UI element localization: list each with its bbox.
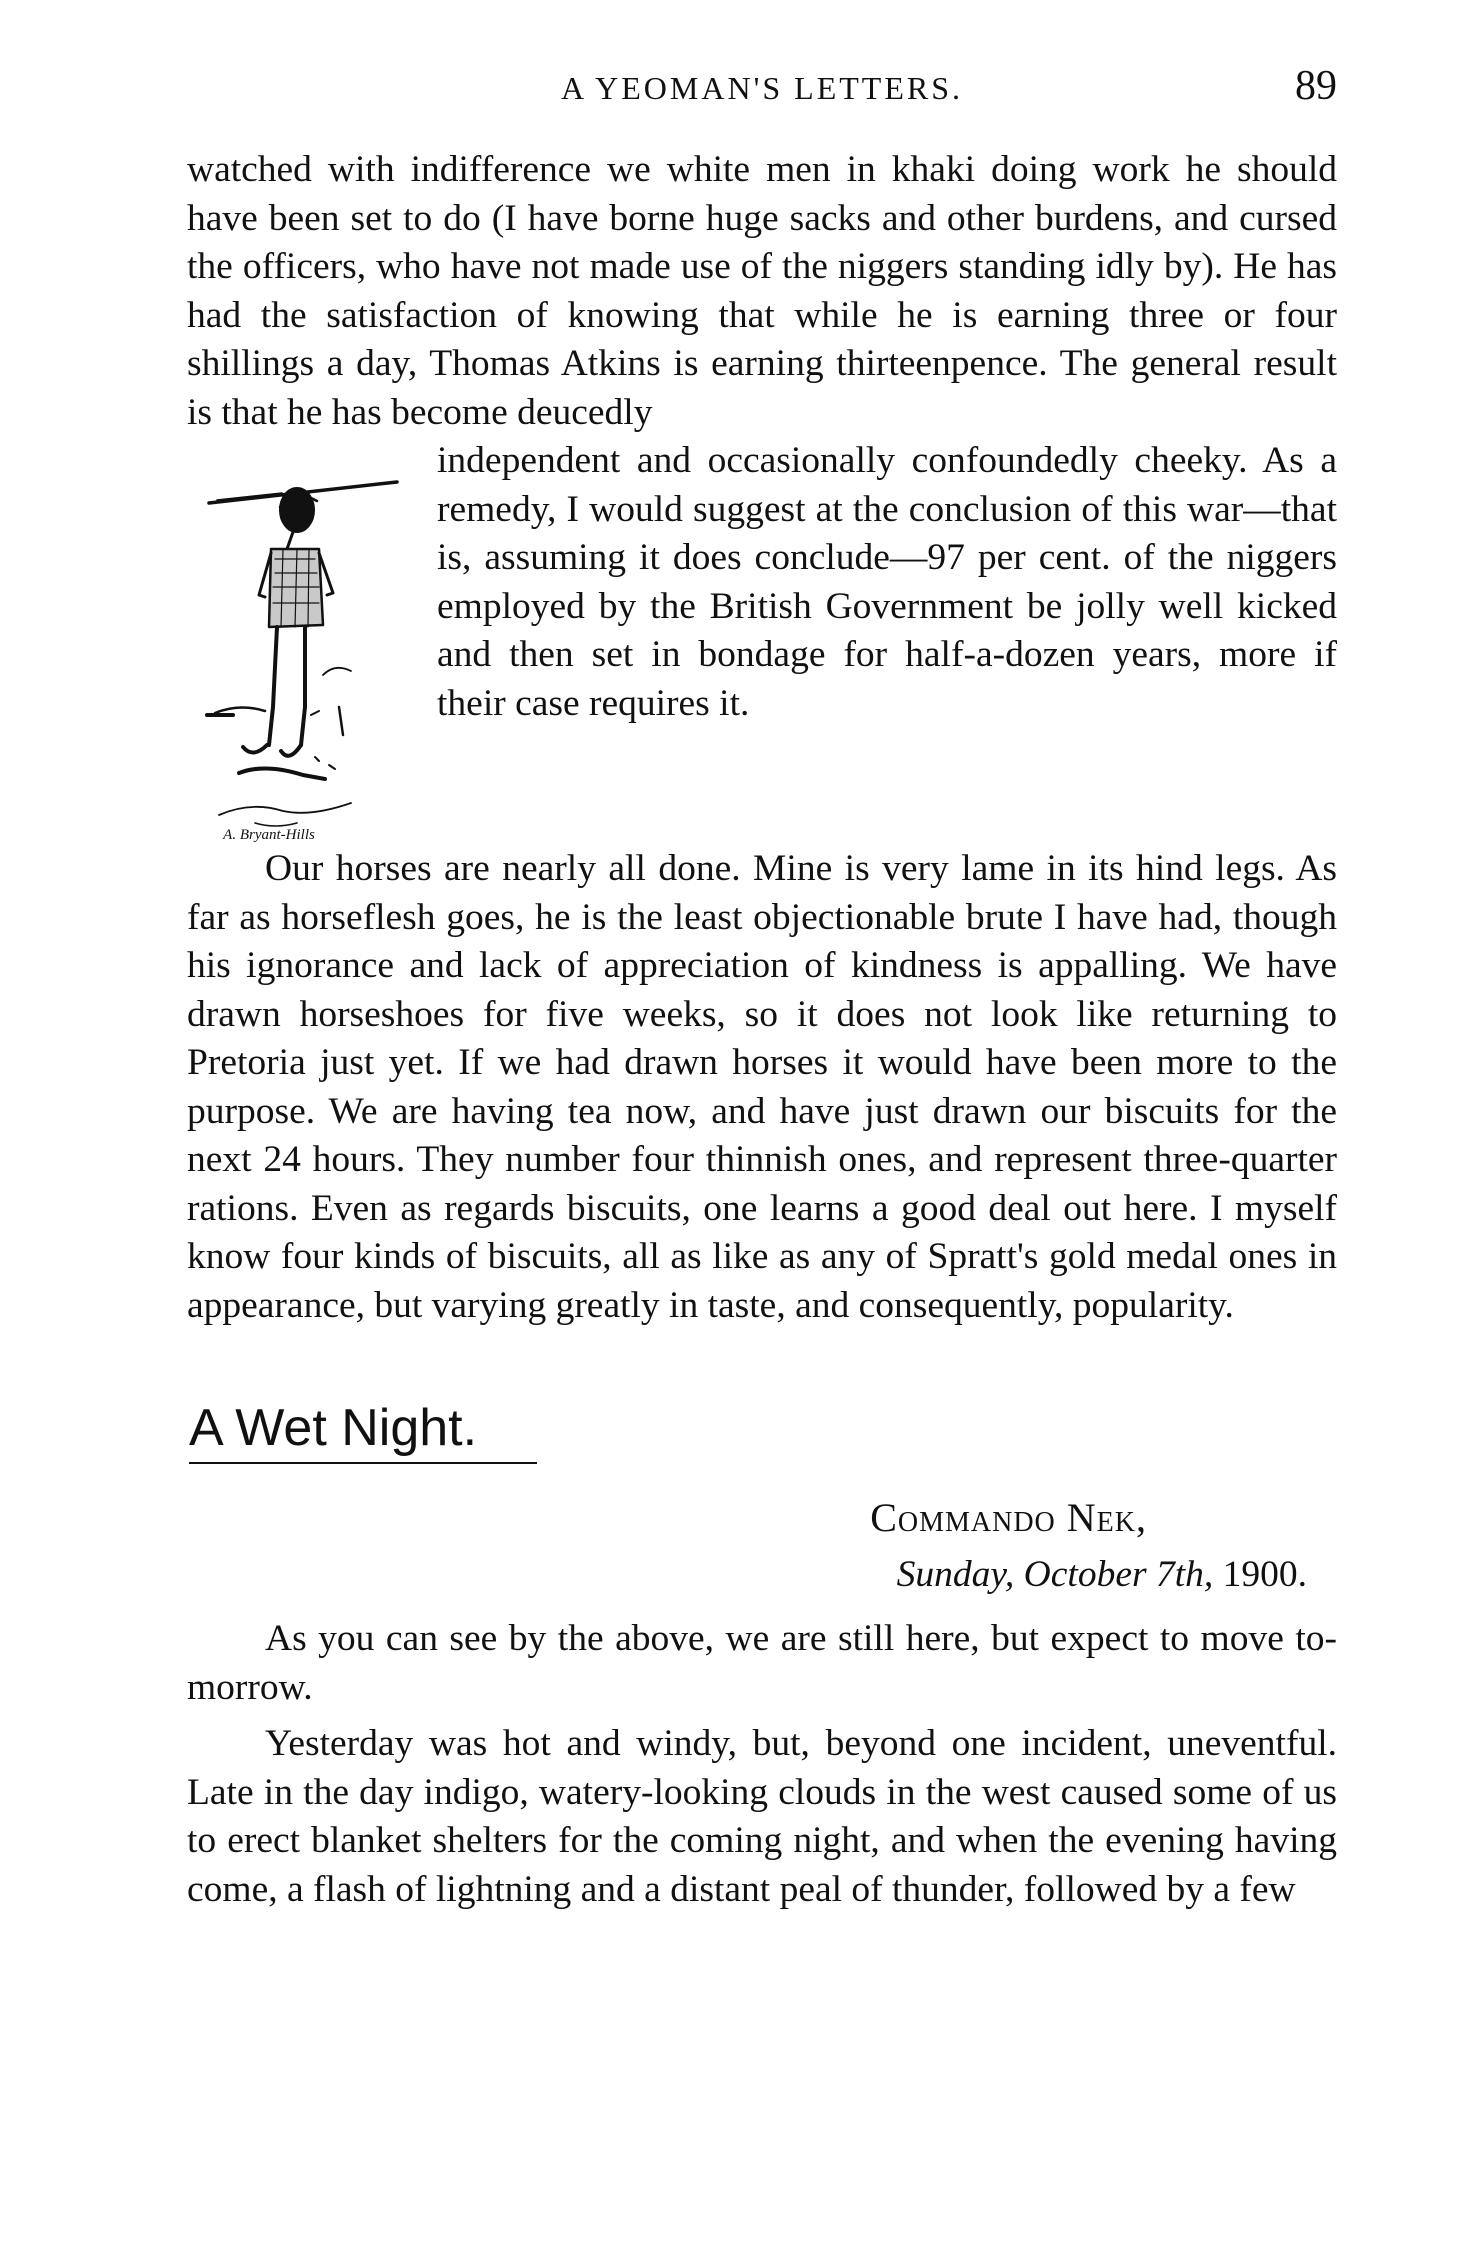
letter-date-year: 1900. [1222,1553,1307,1595]
letter-date [187,1551,1337,1600]
letter-place: Commando Nek, [870,1495,1147,1540]
letter-date-text: Sunday, October 7th, [896,1553,1214,1595]
section-title: A Wet Night. [189,1396,537,1464]
paragraph-beside-figure: independent and occasionally confoundedly cheeky. As a remedy, I would suggest at the conclusion of this war—that is, assuming it does conclude—97 per cent. of the niggers employed by the British Government be jolly well kicked and then set in bondage for half-a-dozen years, more if their case requires it. [437,440,1337,724]
running-head [187,62,1337,122]
page-number: 89 [1295,63,1337,109]
letter-second-paragraph: Yesterday was hot and windy, but, beyond one incident, uneventful. Late in the day indigo, watery-looking clouds in the west caused some of us to erect blanket shelters for the coming night, and when the evening having come, a flash of lightning and a distant peal of thunder, followed by a few [187,1723,1337,1910]
letter-opening-paragraph: As you can see by the above, we are still here, but expect to move to-morrow. [187,1618,1337,1708]
caricature-drawing [187,445,419,845]
continued-paragraph-top: watched with indifference we white men in khaki doing work he should have been set to do (I have borne huge sacks and other burdens, and cursed the officers, who have not made use of the niggers standing idly by). He has had the satisfaction of knowing that while he is earning three or four shillings a day, Thomas Atkins is earning thirteenpence. The general result is that he has become deucedly [187,149,1337,433]
page-body [187,146,1337,1914]
horses-paragraph: Our horses are nearly all done. Mine is very lame in its hind legs. As far as horseflesh goes, he is the least objectionable brute I have had, though his ignorance and lack of appreciation of kindness is appalling. We have drawn horseshoes for five weeks, so it does not look like returning to Pretoria just yet. If we had drawn horses it would have been more to the purpose. We are having tea now, and have just drawn our biscuits for the next 24 hours. They number four thinnish ones, and represent three-quarter rations. Even as regards biscuits, one learns a good deal out here. I myself know four kinds of biscuits, all as like as any of Spratt's gold medal ones in appearance, but varying greatly in taste, and consequently, popularity. [187,848,1337,1326]
running-title: A YEOMAN'S LETTERS. [560,70,964,106]
caricature-illustration [187,445,419,845]
illustration-signature: A. Bryant-Hills [223,827,315,843]
